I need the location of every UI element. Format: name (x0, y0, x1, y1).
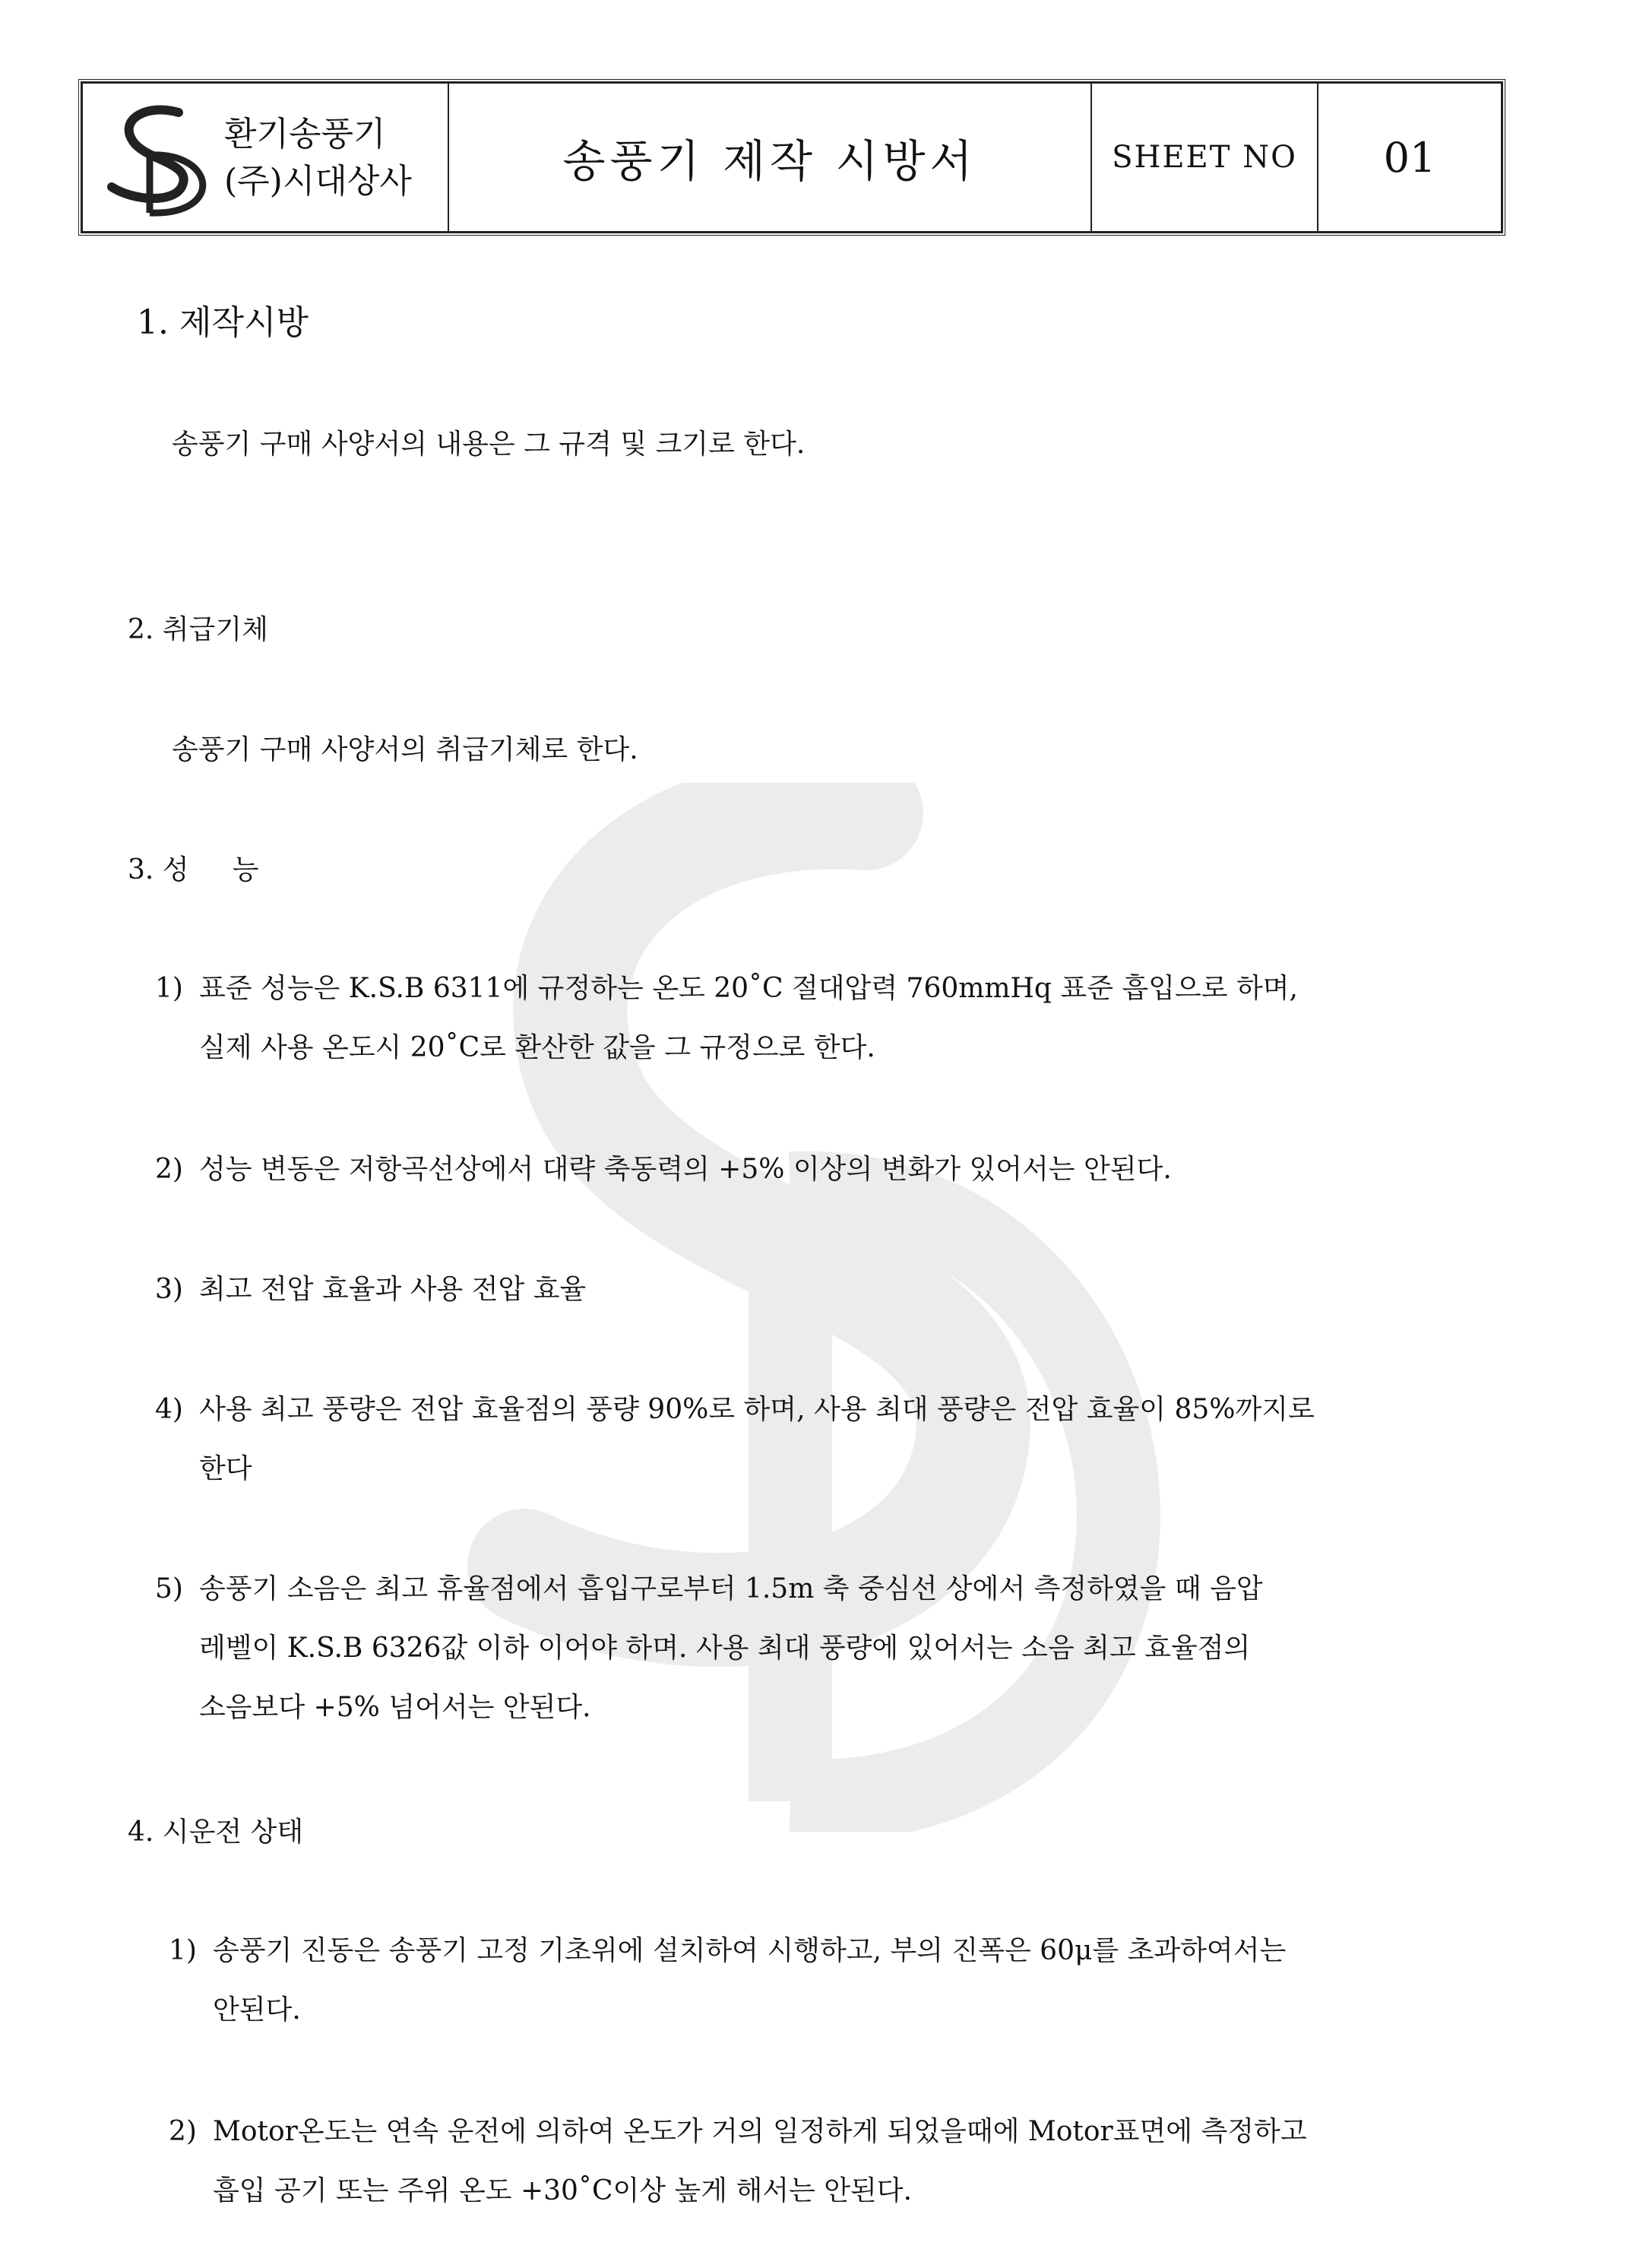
item-text: 성능 변동은 저항곡선상에서 대략 축동력의 +5% 이상의 변화가 있어서는 안된다. (199, 1154, 1172, 1185)
item-text: 최고 전압 효율과 사용 전압 효율 (199, 1274, 587, 1305)
item-text: 소음보다 +5% 넘어서는 안된다. (199, 1692, 591, 1723)
item-text: 표준 성능은 K.S.B 6311에 규정하는 온도 20˚C 절대압력 760mmHq 표준 흡입으로 하며, (199, 973, 1298, 1004)
sheet-no-label: SHEET NO (1091, 83, 1318, 232)
company-line-2: (주)시대상사 (224, 162, 412, 201)
company-name (224, 111, 412, 205)
section-4-item-1 (169, 1921, 1286, 2040)
item-number: 1) (155, 973, 183, 1004)
section-3-item-4 (155, 1380, 1315, 1499)
item-text: 실제 사용 온도시 20˚C로 환산한 값을 그 규정으로 한다. (199, 1032, 875, 1063)
item-number: 2) (169, 2116, 197, 2147)
document-header (78, 79, 1505, 236)
sd-logo-icon (103, 97, 217, 220)
section-1-body: 송풍기 구매 사양서의 내용은 그 규격 및 크기로 한다. (172, 429, 806, 460)
item-number: 5) (155, 1573, 183, 1604)
section-3-title: 3. 성 능 (128, 854, 259, 885)
document-title: 송풍기 제작 시방서 (448, 83, 1091, 232)
item-number: 3) (155, 1274, 183, 1305)
section-4-title: 4. 시운전 상태 (128, 1817, 304, 1848)
section-3-item-2 (155, 1140, 1172, 1199)
section-1-title: 1. 제작시방 (137, 303, 309, 342)
section-4-item-2 (169, 2102, 1307, 2221)
item-number: 2) (155, 1154, 183, 1185)
sheet-number: 01 (1318, 83, 1502, 232)
section-2-body: 송풍기 구매 사양서의 취급기체로 한다. (172, 734, 638, 765)
company-line-1: 환기송풍기 (224, 115, 386, 154)
item-text: 사용 최고 풍량은 전압 효율점의 풍량 90%로 하며, 사용 최대 풍량은 전압 효율이 85%까지로 (199, 1394, 1315, 1425)
company-cell (82, 83, 448, 232)
item-text: 레벨이 K.S.B 6326값 이하 이어야 하며. 사용 최대 풍량에 있어서는 소음 최고 효율점의 (199, 1633, 1251, 1664)
item-number: 4) (155, 1394, 183, 1425)
item-text: 송풍기 소음은 최고 휴율점에서 흡입구로부터 1.5m 축 중심선 상에서 측정하였을 때 음압 (199, 1573, 1263, 1604)
item-text: 한다 (199, 1453, 252, 1484)
section-2-title: 2. 취급기체 (128, 614, 268, 645)
item-text: 송풍기 진동은 송풍기 고정 기초위에 설치하여 시행하고, 부의 진폭은 60μ를 초과하여서는 (213, 1935, 1287, 1966)
section-3-item-3 (155, 1260, 586, 1319)
section-3-item-5 (155, 1560, 1263, 1737)
item-number: 1) (169, 1935, 197, 1966)
item-text: 흡입 공기 또는 주위 온도 +30˚C이상 높게 해서는 안된다. (213, 2175, 913, 2206)
item-text: Motor온도는 연속 운전에 의하여 온도가 거의 일정하게 되었을때에 Motor표면에 측정하고 (213, 2116, 1307, 2147)
item-text: 안된다. (213, 1994, 301, 2026)
section-3-item-1 (155, 959, 1298, 1078)
